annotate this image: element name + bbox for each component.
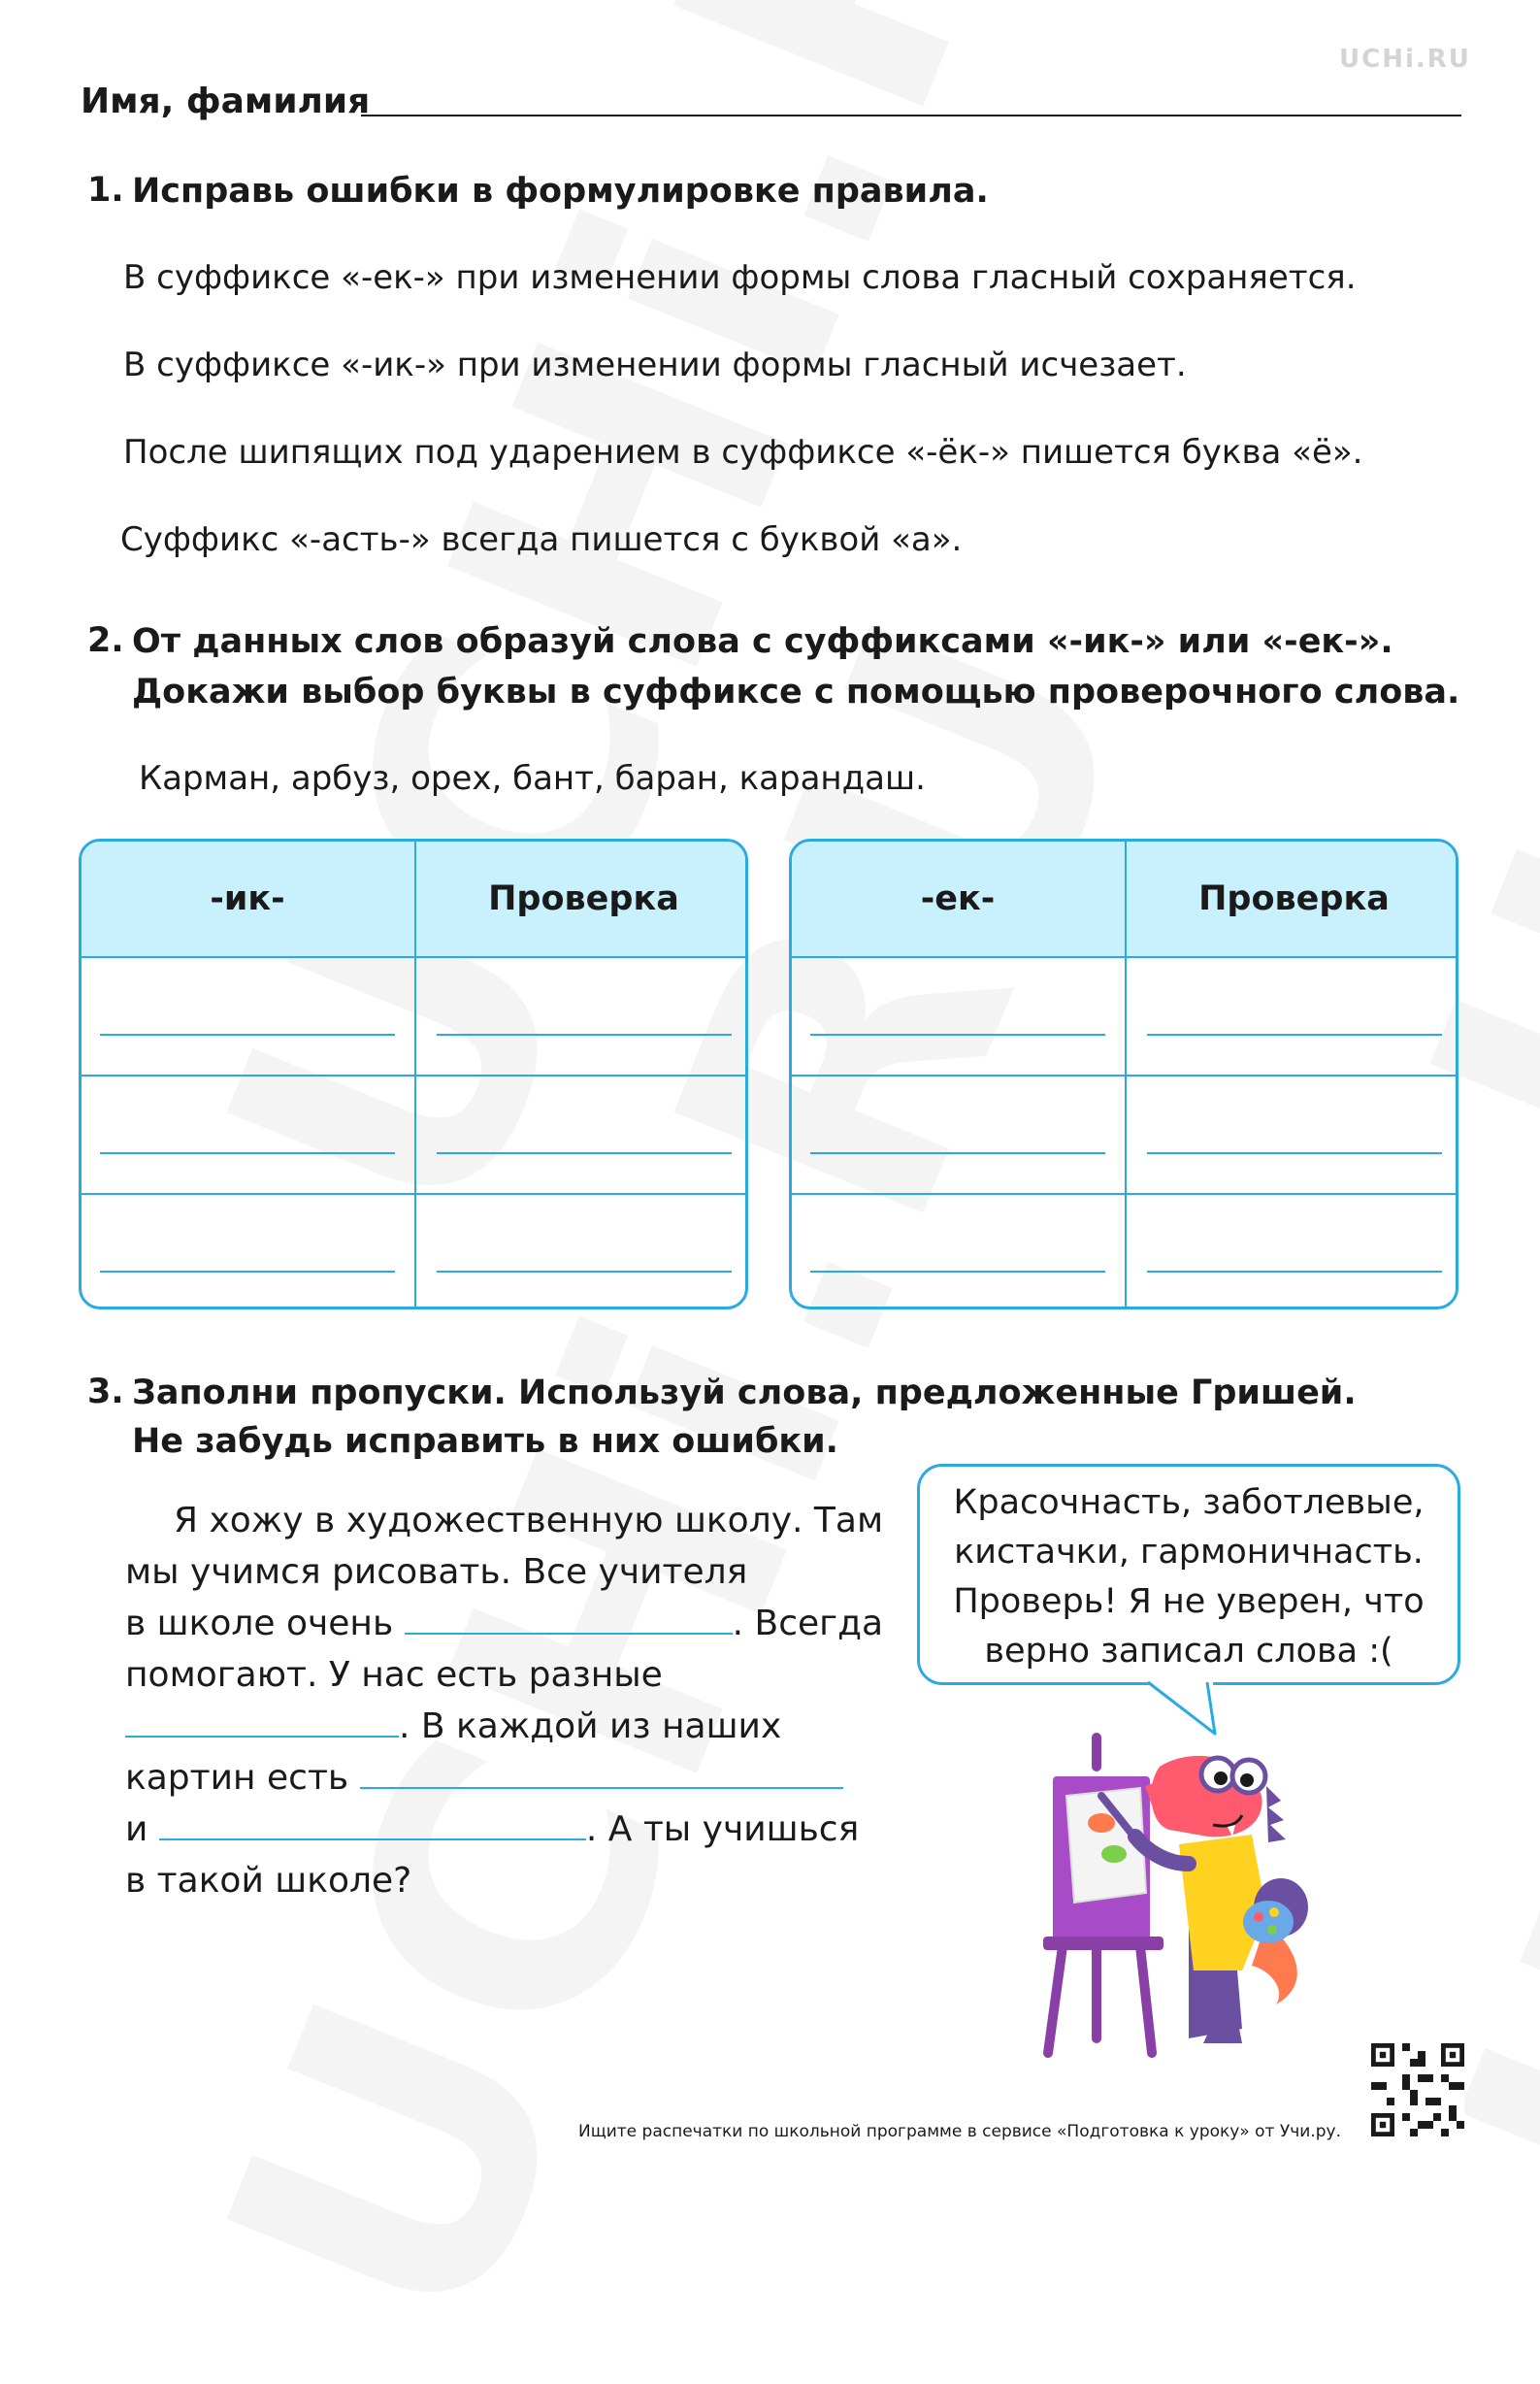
story-line: Я хожу в художественную школу. Там — [174, 1501, 884, 1540]
rule-3: После шипящих под ударением в суффиксе «-ёк-» пишется буква «ё». — [123, 433, 1363, 472]
answer-line[interactable] — [437, 1271, 732, 1273]
story-line: помогают. У нас есть разные — [125, 1655, 663, 1695]
header-ik: -ик- — [210, 879, 285, 918]
task3-title-line2: Не забудь исправить в них ошибки. — [132, 1422, 838, 1461]
bubble-line: верно записал слова :( — [984, 1632, 1393, 1671]
row-divider — [792, 1075, 1456, 1076]
header-check: Проверка — [1198, 879, 1390, 918]
row-divider — [792, 1193, 1456, 1195]
story-text-part: . В каждой из наших — [399, 1706, 782, 1746]
story-text-part: картин есть — [125, 1758, 349, 1798]
blank-field[interactable] — [360, 1758, 843, 1789]
story-text-part: в школе очень — [125, 1604, 394, 1643]
header-check: Проверка — [488, 879, 679, 918]
blank-field[interactable] — [405, 1604, 733, 1635]
easel-icon — [1043, 1738, 1163, 2053]
story-text-part: . Всегда — [732, 1604, 884, 1643]
table-ik — [79, 839, 748, 1309]
story-line: мы учимся рисовать. Все учителя — [125, 1552, 748, 1592]
task2-number: 2. — [87, 621, 124, 660]
row-divider — [82, 1193, 745, 1195]
story-line — [125, 1752, 921, 1804]
dino-painter-illustration — [1043, 1728, 1354, 2063]
answer-line[interactable] — [1147, 1271, 1442, 1273]
task3-number: 3. — [87, 1373, 124, 1411]
answer-line[interactable] — [1147, 1152, 1442, 1154]
task2-title-line2: Докажи выбор буквы в суффиксе с помощью проверочного слова. — [132, 673, 1460, 712]
answer-line[interactable] — [100, 1034, 395, 1036]
rule-4: Суффикс «-асть-» всегда пишется с буквой «а». — [120, 520, 963, 559]
task1-title: Исправь ошибки в формулировке правила. — [132, 172, 989, 211]
task1-number: 1. — [87, 171, 124, 210]
story-text-part: . А ты учишься — [585, 1809, 860, 1849]
name-field-line[interactable] — [361, 115, 1461, 116]
qr-code-icon — [1371, 2043, 1464, 2136]
blank-field[interactable] — [125, 1706, 399, 1738]
speech-bubble — [917, 1464, 1460, 1685]
brand-logo: UCHi.RU — [1339, 45, 1471, 74]
story-text-part: и — [125, 1809, 148, 1849]
story-text — [125, 1495, 921, 1906]
blank-field[interactable] — [159, 1809, 586, 1840]
answer-line[interactable] — [100, 1271, 395, 1273]
story-line: в такой школе? — [125, 1861, 412, 1901]
answer-line[interactable] — [437, 1034, 732, 1036]
answer-line[interactable] — [810, 1271, 1105, 1273]
answer-line[interactable] — [100, 1152, 395, 1154]
bubble-line: Проверь! Я не уверен, что — [953, 1582, 1425, 1621]
answer-line[interactable] — [810, 1152, 1105, 1154]
row-divider — [82, 1075, 745, 1076]
task3-title-line1: Заполни пропуски. Используй слова, предложенные Гришей. — [132, 1374, 1357, 1412]
header-ek: -ек- — [920, 879, 996, 918]
name-label: Имя, фамилия — [81, 82, 371, 121]
word-list: Карман, арбуз, орех, бант, баран, карандаш. — [139, 759, 926, 798]
rule-2: В суффиксе «-ик-» при изменении формы гласный исчезает. — [123, 346, 1187, 384]
story-line — [125, 1804, 921, 1855]
rule-1: В суффиксе «-ек-» при изменении формы слова гласный сохраняется. — [123, 258, 1357, 297]
task2-title-line1: От данных слов образуй слова с суффиксами «-ик-» или «-ек-». — [132, 622, 1393, 661]
answer-line[interactable] — [810, 1034, 1105, 1036]
answer-line[interactable] — [1147, 1034, 1442, 1036]
table-ek — [789, 839, 1458, 1309]
bubble-line: кистачки, гармоничнасть. — [954, 1533, 1424, 1572]
bubble-line: Красочнасть, заботлевые, — [953, 1483, 1425, 1522]
answer-line[interactable] — [437, 1152, 732, 1154]
footer-note: Ищите распечатки по школьной программе в сервисе «Подготовка к уроку» от Учи.ру. — [578, 2122, 1341, 2141]
story-line — [125, 1598, 921, 1649]
story-line — [125, 1701, 921, 1752]
